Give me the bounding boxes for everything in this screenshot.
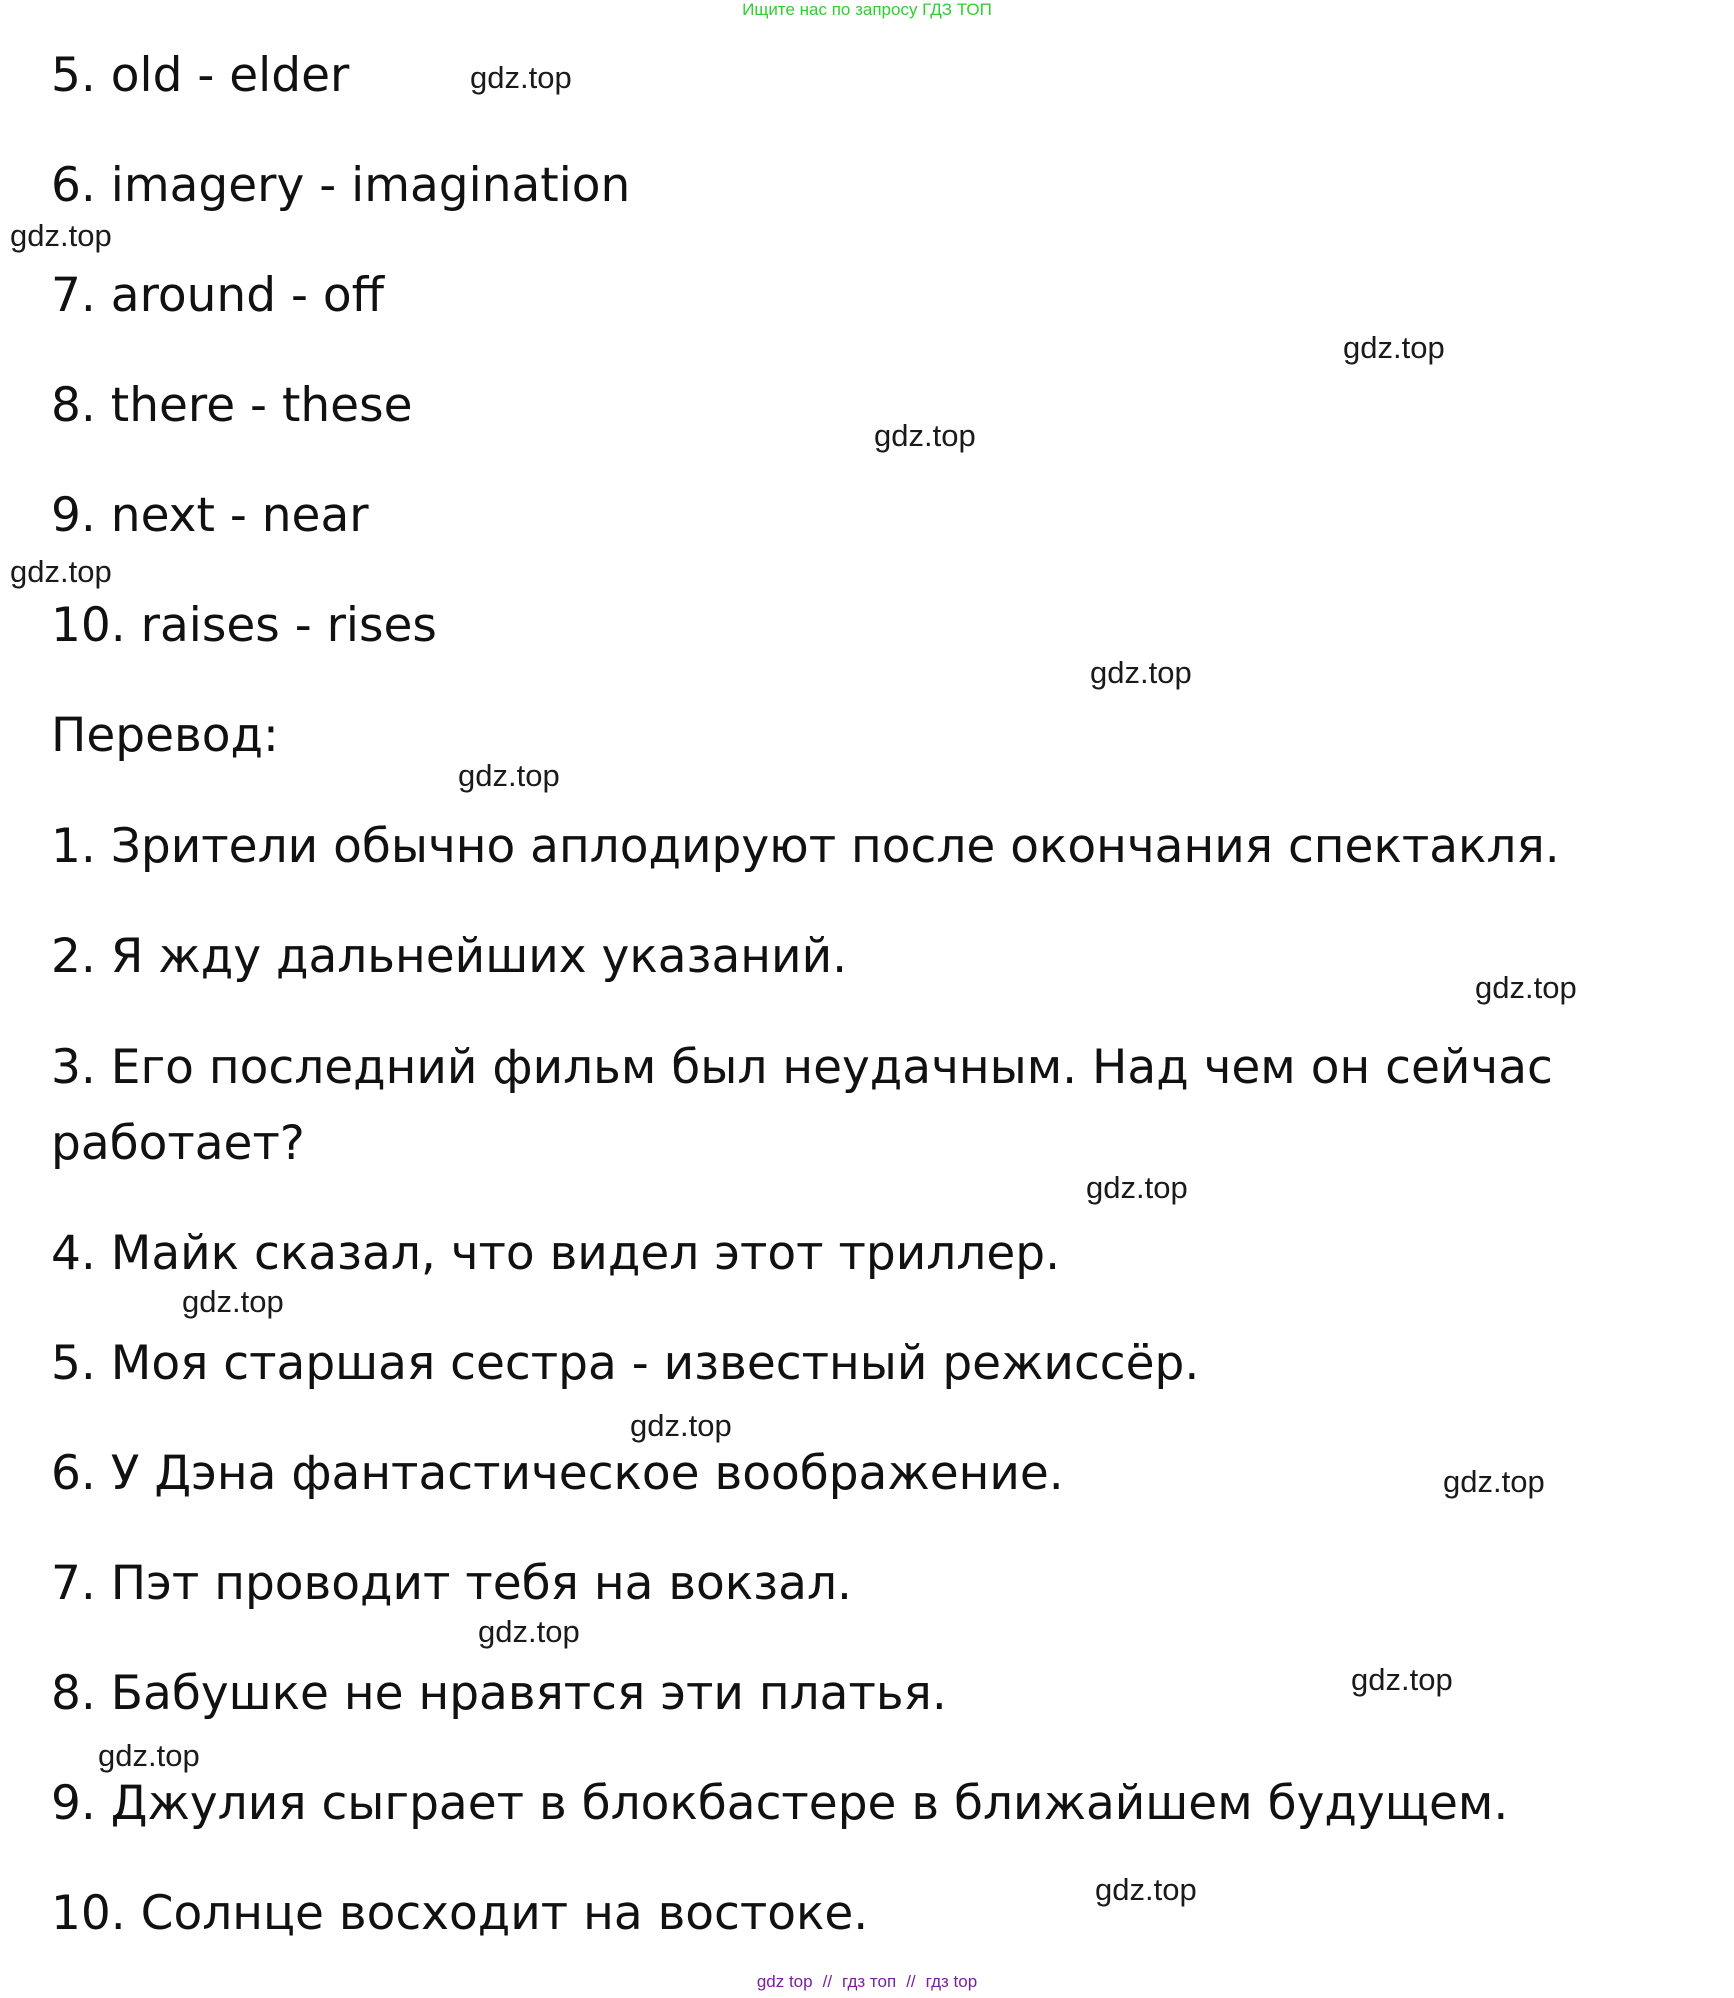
- translation-line: 6. У Дэна фантастическое воображение.: [51, 1446, 1064, 1501]
- translation-line: 8. Бабушке не нравятся эти платья.: [51, 1666, 947, 1721]
- translation-line: 2. Я жду дальнейших указаний.: [51, 929, 848, 984]
- watermark: gdz.top: [182, 1284, 284, 1319]
- watermark: gdz.top: [98, 1738, 200, 1773]
- translation-line: 1. Зрители обычно аплодируют после окончания спектакля.: [51, 819, 1560, 874]
- watermark: gdz.top: [874, 418, 976, 453]
- translation-heading: Перевод:: [51, 708, 279, 763]
- footer: [0, 1972, 1734, 1992]
- watermark: gdz.top: [1095, 1872, 1197, 1907]
- translation-line: 4. Майк сказал, что видел этот триллер.: [51, 1226, 1061, 1281]
- watermark: gdz.top: [630, 1408, 732, 1443]
- translation-line: 7. Пэт проводит тебя на вокзал.: [51, 1556, 852, 1611]
- watermark: gdz.top: [1086, 1170, 1188, 1205]
- watermark: gdz.top: [458, 758, 560, 793]
- answer-line: 5. old - elder: [51, 48, 350, 103]
- watermark: gdz.top: [10, 218, 112, 253]
- footer-separator: //: [822, 1972, 833, 1991]
- footer-middle: гдз топ: [842, 1972, 897, 1991]
- answer-line: 10. raises - rises: [51, 598, 437, 653]
- watermark: gdz.top: [1351, 1662, 1453, 1697]
- answer-line: 8. there - these: [51, 378, 413, 433]
- footer-right: гдз top: [925, 1972, 978, 1991]
- watermark: gdz.top: [1443, 1464, 1545, 1499]
- top-banner: Ищите нас по запросу ГДЗ ТОП: [742, 0, 992, 19]
- answer-line: 9. next - near: [51, 488, 369, 543]
- watermark: gdz.top: [1343, 330, 1445, 365]
- footer-left: gdz top: [756, 1972, 813, 1991]
- footer-separator: //: [906, 1972, 916, 1991]
- answer-line: 7. around - off: [51, 268, 385, 323]
- translation-line: 3. Его последний фильм был неудачным. Над чем он сейчас работает?: [51, 1040, 1553, 1171]
- watermark: gdz.top: [1475, 970, 1577, 1005]
- translation-line: 9. Джулия сыграет в блокбастере в ближайшем будущем.: [51, 1776, 1509, 1831]
- watermark: gdz.top: [478, 1614, 580, 1649]
- translation-line: 5. Моя старшая сестра - известный режиссёр.: [51, 1336, 1200, 1391]
- watermark: gdz.top: [10, 554, 112, 589]
- watermark: gdz.top: [1090, 655, 1192, 690]
- translation-line: 10. Солнце восходит на востоке.: [51, 1886, 869, 1941]
- watermark: gdz.top: [470, 60, 572, 95]
- answer-line: 6. imagery - imagination: [51, 158, 631, 213]
